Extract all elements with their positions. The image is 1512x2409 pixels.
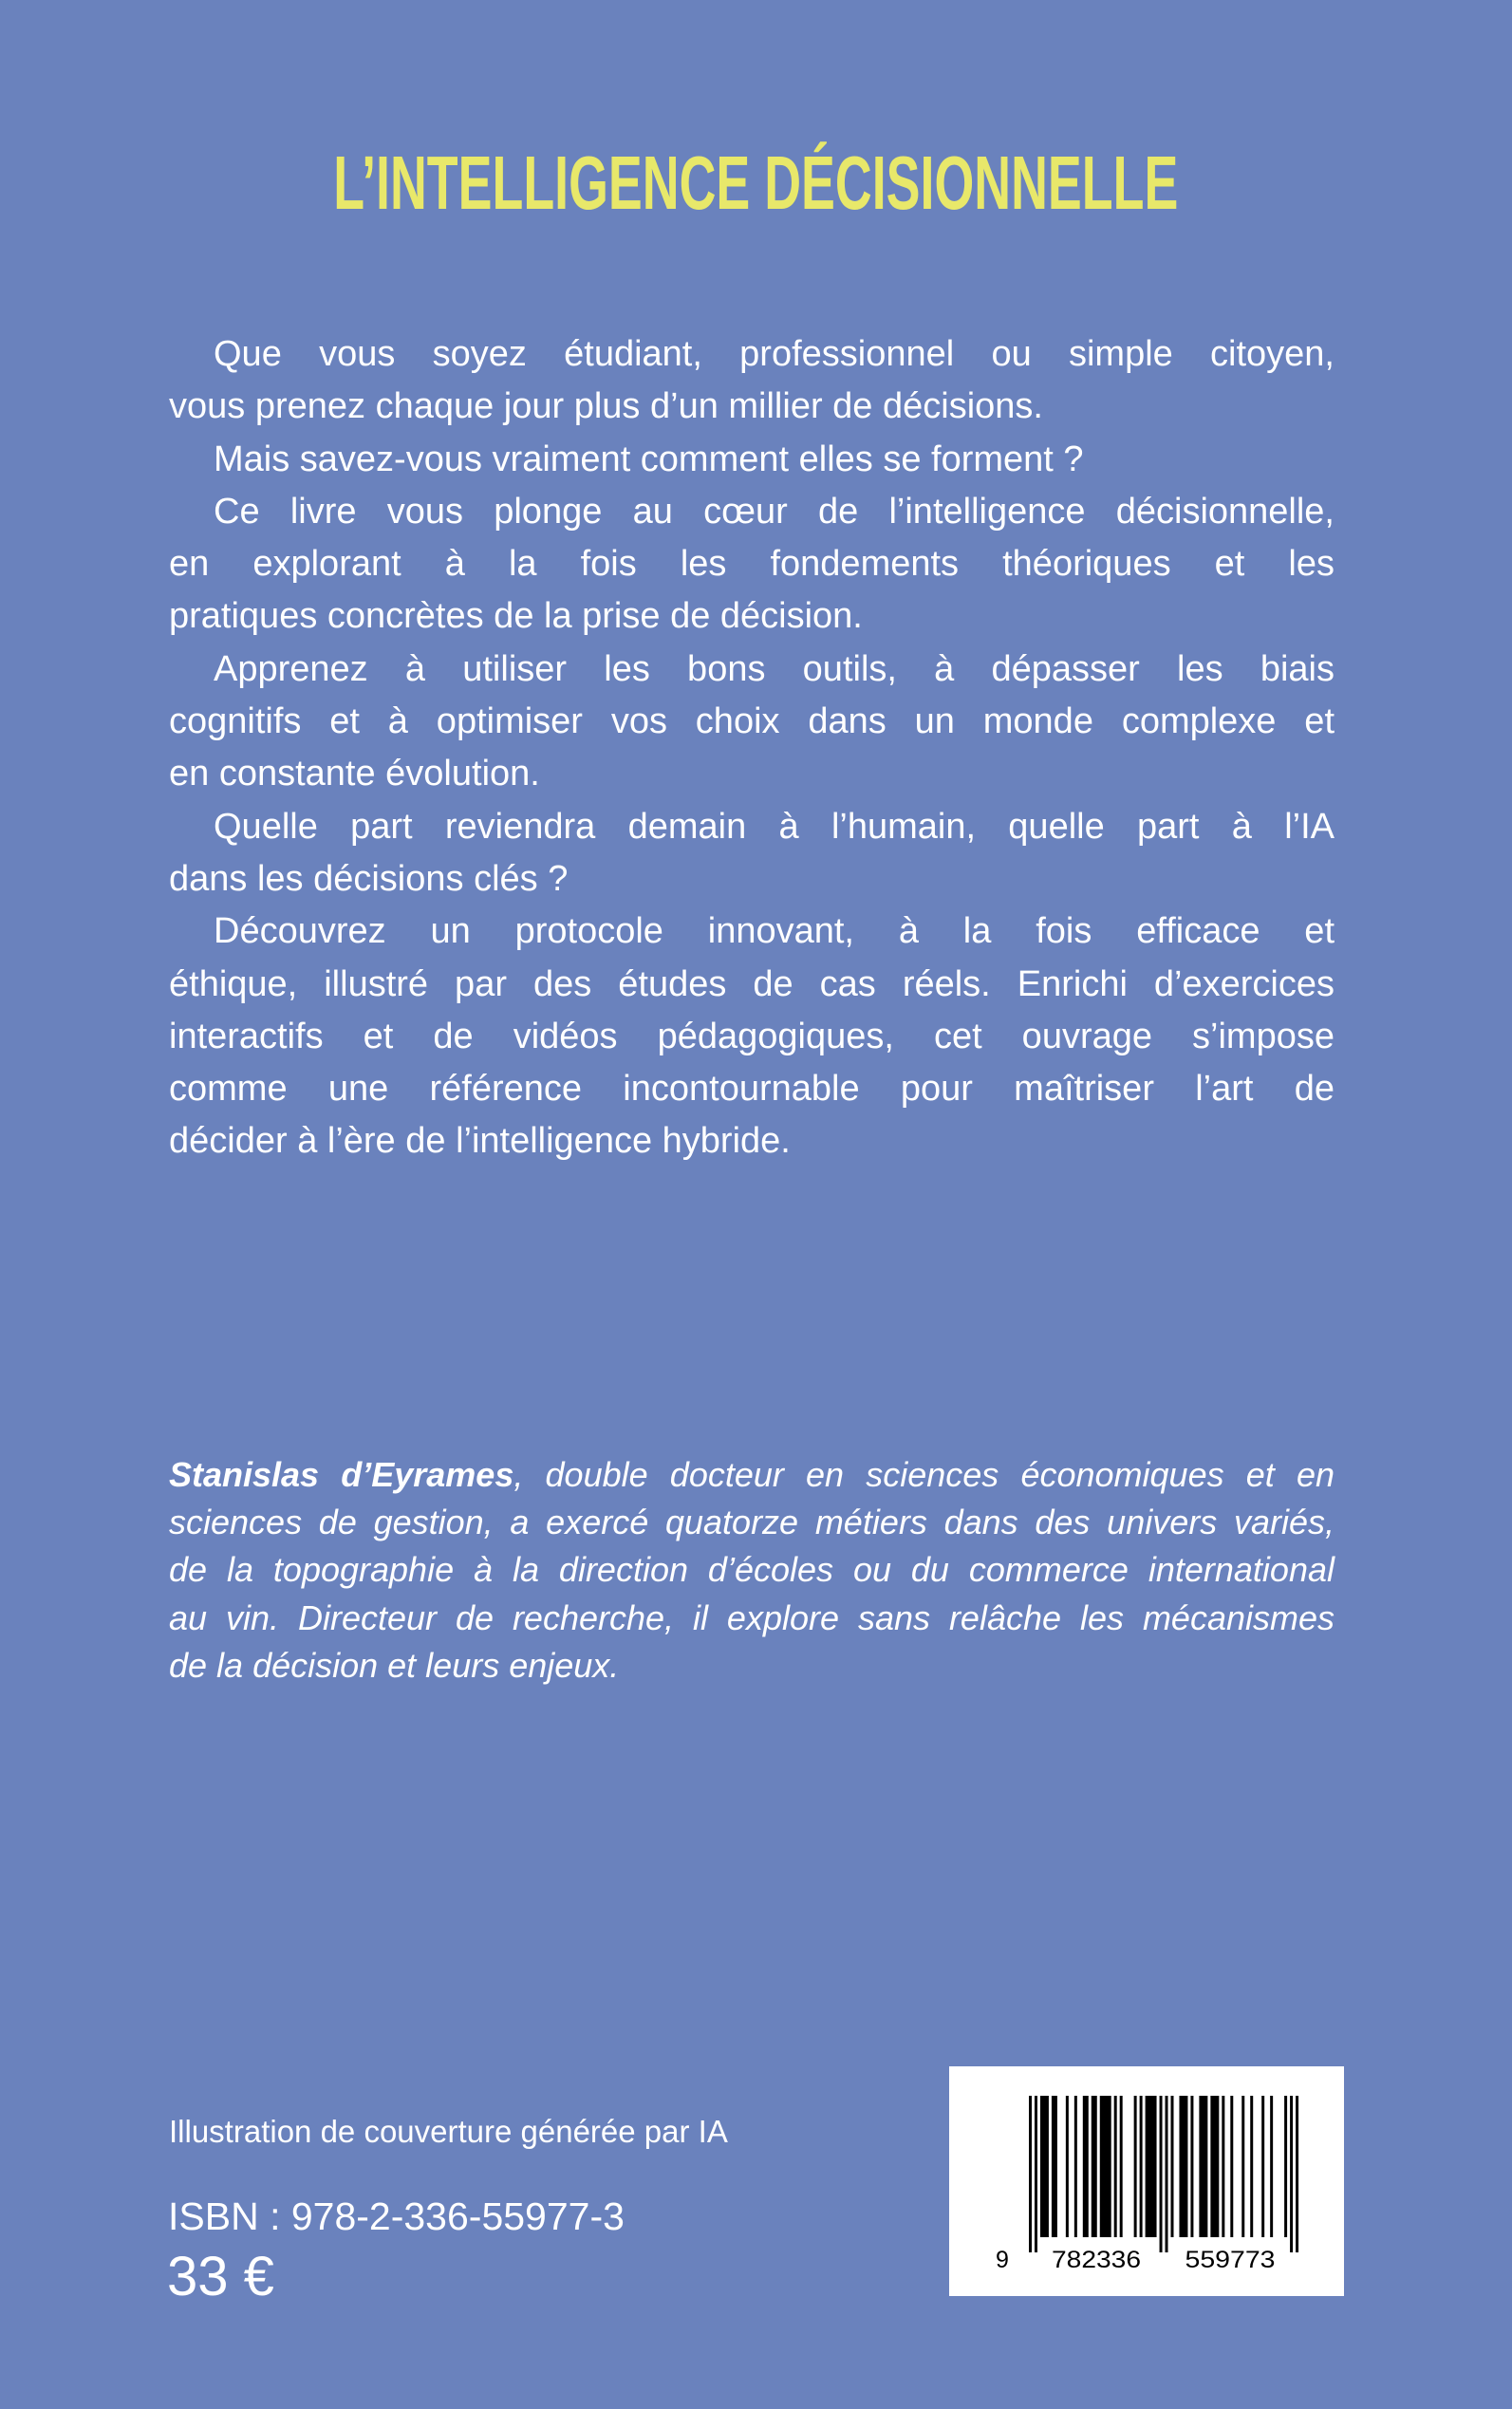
blurb-line: décider à l’ère de l’intelligence hybride. [169,1121,791,1162]
blurb-paragraph [169,486,1335,644]
barcode-first-digit: 9 [996,2247,1009,2273]
barcode-bar [1052,2096,1057,2237]
blurb-line: vous prenez chaque jour plus d’un millier de décisions. [169,386,1043,427]
illustration-credit: Illustration de couverture générée par IA [169,2114,728,2149]
blurb-line: cognitifs et à optimiser vos choix dans un monde complexe et [169,701,1335,742]
bio-line: au vin. Directeur de recherche, il explore sans relâche les mécanismes [169,1597,1335,1637]
blurb-line: en constante évolution. [169,754,540,794]
barcode-left-digits: 782336 [1052,2247,1141,2273]
barcode-bar [1140,2096,1143,2237]
bio-line: de la décision et leurs enjeux. [169,1645,620,1685]
blurb-paragraph [169,434,1335,486]
barcode-bar [1241,2096,1244,2237]
barcode-bar [1199,2096,1207,2237]
price: 33 € [167,2246,274,2307]
blurb-line: en explorant à la fois les fondements théoriques et les [169,544,1335,585]
barcode-guard-bar [1029,2096,1032,2252]
blurb-line: Quelle part reviendra demain à l’humain, quelle part à l’IA [214,806,1335,847]
bio-line: sciences de gestion, a exercé quatorze métiers dans des univers variés, [169,1503,1335,1542]
author-bio [169,1451,1335,1690]
barcode-bar [1114,2096,1117,2237]
barcode-bar [1261,2096,1264,2237]
barcode-bar [1230,2096,1233,2237]
barcode-bar [1134,2096,1137,2237]
barcode-guard-bar [1160,2096,1163,2252]
barcode-bar [1190,2096,1193,2237]
barcode-bar [1250,2096,1253,2237]
barcode-bar [1066,2096,1069,2237]
barcode-bar [1146,2096,1157,2237]
blurb-line: Ce livre vous plonge au cœur de l’intelligence décisionnelle, [214,491,1335,532]
bio-line: de la topographie à la direction d’écoles ou du commerce international [169,1550,1335,1590]
barcode-guard-bar [1166,2096,1168,2252]
blurb [169,328,1335,1168]
barcode-right-digits: 559773 [1185,2247,1276,2273]
blurb-line: Mais savez-vous vraiment comment elles se forment ? [214,439,1084,479]
book-title: L’INTELLIGENCE DÉCISIONNELLE [333,140,1179,225]
blurb-paragraph [169,906,1335,1167]
blurb-paragraph [169,328,1335,434]
barcode-bar [1284,2096,1287,2237]
isbn-number: ISBN : 978-2-336-55977-3 [168,2194,625,2238]
blurb-line: Apprenez à utiliser les bons outils, à dépasser les biais [214,648,1335,689]
book-title-block [0,140,1512,225]
barcode-bar [1040,2096,1049,2237]
blurb-line: comme une référence incontournable pour maîtriser l’art de [169,1069,1335,1110]
blurb-line: Découvrez un protocole innovant, à la fois efficace et [214,911,1335,952]
blurb-line: Que vous soyez étudiant, professionnel ou simple citoyen, [214,334,1335,374]
blurb-line: dans les décisions clés ? [169,858,569,899]
bio-text: , double docteur en sciences économiques et en [513,1455,1335,1494]
blurb-line: pratiques concrètes de la prise de décision. [169,596,863,637]
blurb-line: éthique, illustré par des études de cas réels. Enrichi d’exercices [169,963,1335,1004]
author-name: Stanislas d’Eyrames [169,1455,514,1494]
blurb-paragraph [169,801,1335,906]
barcode-guard-bar [1296,2096,1298,2252]
barcode-bar [1210,2096,1219,2237]
barcode-bar [1120,2096,1123,2237]
blurb-line: interactifs et de vidéos pédagogiques, cet ouvrage s’impose [169,1016,1335,1056]
barcode-bar [1270,2096,1273,2237]
bio-line [169,1451,1335,1499]
blurb-paragraph [169,644,1335,801]
ean13-barcode [949,2066,1344,2296]
barcode-bar [1074,2096,1077,2237]
barcode-bar [1083,2096,1089,2237]
barcode-bar [1171,2096,1174,2237]
barcode-bar [1092,2096,1097,2237]
barcode-bar [1100,2096,1111,2237]
barcode-bar [1179,2096,1187,2237]
barcode-bar [1222,2096,1224,2237]
barcode-guard-bar [1035,2096,1037,2252]
barcode-guard-bar [1290,2096,1293,2252]
